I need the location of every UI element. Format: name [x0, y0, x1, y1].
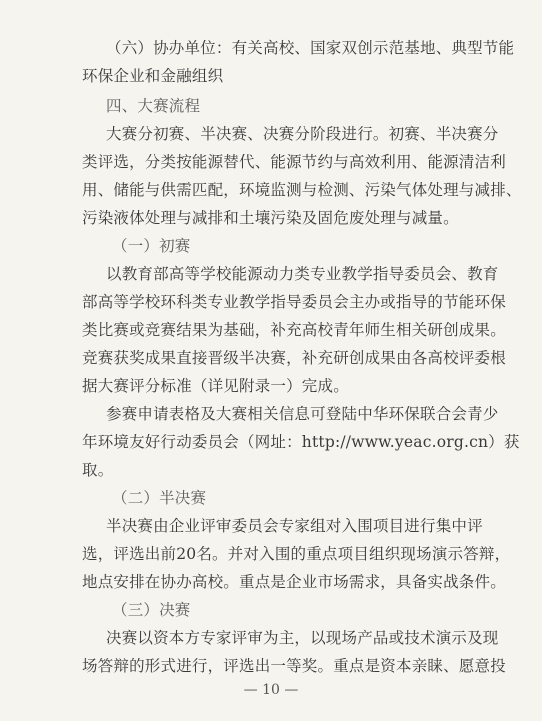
subheading-semifinal: （二）半决赛	[112, 489, 207, 507]
text-line-16: 取。	[82, 461, 114, 479]
text-line-14: 参赛申请表格及大赛相关信息可登陆中华环保联合会青少	[106, 405, 499, 423]
text-line-9: 以教育部高等学校能源动力类专业教学指导委员会、教育	[106, 265, 499, 283]
section-heading-process: 四、大赛流程	[106, 97, 201, 115]
text-line-5: 类评选，分类按能源替代、能源节约与高效利用、能源清洁利	[82, 153, 506, 171]
text-line-11: 类比赛或竞赛结果为基础，补充高校青年师生相关研创成果。	[82, 321, 506, 339]
page-number: — 10 —	[243, 682, 299, 698]
subheading-preliminary: （一）初赛	[112, 237, 191, 255]
text-line-6: 用、储能与供需匹配，环境监测与检测、污染气体处理与减排、	[82, 181, 522, 199]
text-line-22: 决赛以资本方专家评审为主，以现场产品或技术演示及现	[106, 629, 499, 647]
text-line-7: 污染液体处理与减排和土壤污染及固危废处理与减量。	[82, 209, 459, 227]
text-line-23: 场答辩的形式进行，评选出一等奖。重点是资本亲睐、愿意投	[82, 657, 506, 675]
text-line-15: 年环境友好行动委员会（网址：http://www.yeac.org.cn）获	[82, 433, 520, 451]
text-line-2: 环保企业和金融组织	[82, 67, 224, 85]
text-line-10: 部高等学校环科类专业教学指导委员会主办或指导的节能环保	[82, 293, 506, 311]
text-line-19: 选，评选出前20名。并对入围的重点项目组织现场演示答辩，	[82, 545, 511, 563]
text-line-4: 大赛分初赛、半决赛、决赛分阶段进行。初赛、半决赛分	[106, 125, 499, 143]
subheading-final: （三）决赛	[112, 601, 191, 619]
text-line-18: 半决赛由企业评审委员会专家组对入围项目进行集中评	[106, 517, 483, 535]
text-line-1: （六）协办单位：有关高校、国家双创示范基地、典型节能	[106, 39, 515, 57]
text-line-13: 据大赛评分标准（详见附录一）完成。	[82, 377, 349, 395]
text-line-12: 竞赛获奖成果直接晋级半决赛，补充研创成果由各高校评委根	[82, 349, 506, 367]
text-line-20: 地点安排在协办高校。重点是企业市场需求，具备实战条件。	[82, 573, 506, 591]
